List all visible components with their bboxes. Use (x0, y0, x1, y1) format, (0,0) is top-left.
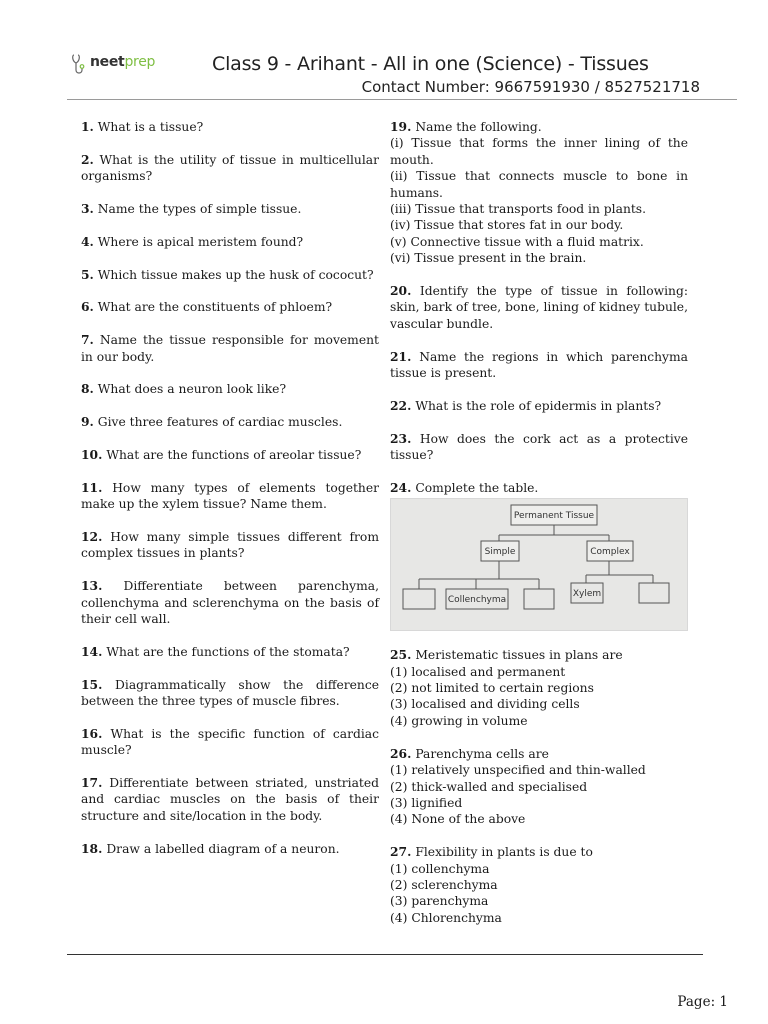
q25-option: (4) growing in volume (390, 713, 528, 728)
question-7: 7. Name the tissue responsible for movement in our body. (81, 332, 379, 364)
diagram-xylem-label: Xylem (572, 589, 602, 600)
q27-option: (1) collenchyma (390, 861, 490, 876)
page-number: Page: 1 (677, 994, 728, 1010)
diagram-root-label: Permanent Tissue (513, 511, 595, 522)
question-9: 9. Give three features of cardiac muscles. (81, 414, 343, 430)
question-2: 2. What is the utility of tissue in multicellular organisms? (81, 151, 379, 184)
question-19: 19. Name the following. (i) Tissue that forms the inner lining of the mouth. (ii) Tissue that connects muscle to bone in humans. (iii) Tissue that transports food in plants. (iv) Tissue that stores fat in our body. (v) Connective tissue with a fluid matrix. (vi) Tissue present in the brain. (390, 119, 688, 266)
footer-divider (67, 954, 703, 955)
q19-item: (i) Tissue that forms the inner lining of the mouth. (390, 136, 688, 167)
question-10: 10. What are the functions of areolar tissue? (81, 446, 362, 462)
question-23: 23. How does the cork act as a protective tissue? (390, 430, 688, 463)
q26-option: (3) lignified (390, 795, 463, 810)
q25-option: (3) localised and dividing cells (390, 697, 580, 712)
q19-item: (iii) Tissue that transports food in plants. (390, 202, 647, 217)
question-24: 24. Complete the table. (390, 479, 539, 495)
page-header (0, 0, 768, 100)
question-6: 6. What are the constituents of phloem? (81, 299, 333, 315)
header-divider (67, 99, 737, 100)
contact-number: Contact Number: 9667591930 / 8527521718 (361, 78, 700, 96)
question-11: 11. How many types of elements together make up the xylem tissue? Name them. (81, 479, 379, 512)
q19-item: (iv) Tissue that stores fat in our body. (390, 218, 624, 233)
q25-option: (1) localised and permanent (390, 664, 566, 679)
question-13: 13. Differentiate between parenchyma, collenchyma and sclerenchyma on the basis of their cell wall. (81, 578, 379, 626)
neetprep-logo (70, 52, 170, 80)
diagram-collenchyma-label: Collenchyma (447, 595, 507, 606)
q26-option: (1) relatively unspecified and thin-walled (390, 763, 646, 778)
question-25: 25. Meristematic tissues in plans are (1) localised and permanent (2) not limited to certain regions (3) localised and dividing cells (4) growing in volume (390, 647, 688, 729)
question-17: 17. Differentiate between striated, unstriated and cardiac muscles on the basis of their structure and site/location in the body. (81, 775, 379, 823)
question-14: 14. What are the functions of the stomata? (81, 643, 350, 659)
question-26: 26. Parenchyma cells are (1) relatively unspecified and thin-walled (2) thick-walled and specialised (3) lignified (4) None of the above (390, 746, 688, 828)
diagram-box-blank-2 (524, 589, 554, 609)
q27-option: (2) sclerenchyma (390, 877, 498, 892)
q27-option: (4) Chlorenchyma (390, 910, 502, 925)
right-column (390, 119, 688, 943)
question-20: 20. Identify the type of tissue in following: skin, bark of tree, bone, lining of kidney tubule, vascular bundle. (390, 283, 688, 331)
question-4: 4. Where is apical meristem found? (81, 233, 304, 249)
diagram-complex-label: Complex (590, 547, 630, 558)
question-1: 1. What is a tissue? (81, 119, 204, 134)
diagram-simple-label: Simple (484, 547, 516, 558)
stethoscope-icon (70, 52, 90, 78)
question-5: 5. Which tissue makes up the husk of cococut? (81, 266, 374, 282)
question-16: 16. What is the specific function of cardiac muscle? (81, 725, 379, 758)
logo-wordmark: neetprep (90, 54, 156, 70)
question-27: 27. Flexibility in plants is due to (1) collenchyma (2) sclerenchyma (3) parenchyma (4) Chlorenchyma (390, 844, 688, 926)
q27-option: (3) parenchyma (390, 894, 489, 909)
question-21: 21. Name the regions in which parenchyma tissue is present. (390, 348, 688, 381)
left-column (81, 119, 379, 873)
document-title: Class 9 - Arihant - All in one (Science) - Tissues (212, 53, 649, 75)
q19-item: (v) Connective tissue with a fluid matrix. (390, 234, 644, 249)
question-18: 18. Draw a labelled diagram of a neuron. (81, 840, 340, 856)
diagram-box-blank-1 (403, 589, 435, 609)
q26-option: (2) thick-walled and specialised (390, 779, 588, 794)
question-15: 15. Diagrammatically show the difference between the three types of muscle fibres. (81, 676, 379, 708)
permanent-tissue-diagram (390, 498, 688, 631)
q26-option: (4) None of the above (390, 812, 526, 827)
question-8: 8. What does a neuron look like? (81, 381, 287, 397)
q25-option: (2) not limited to certain regions (390, 681, 594, 696)
diagram-box-blank-3 (639, 583, 669, 603)
q19-item: (vi) Tissue present in the brain. (390, 251, 587, 266)
q19-item: (ii) Tissue that connects muscle to bone in humans. (390, 169, 688, 200)
question-22: 22. What is the role of epidermis in plants? (390, 397, 662, 413)
question-12: 12. How many simple tissues different from complex tissues in plants? (81, 528, 379, 561)
question-3: 3. Name the types of simple tissue. (81, 201, 302, 216)
